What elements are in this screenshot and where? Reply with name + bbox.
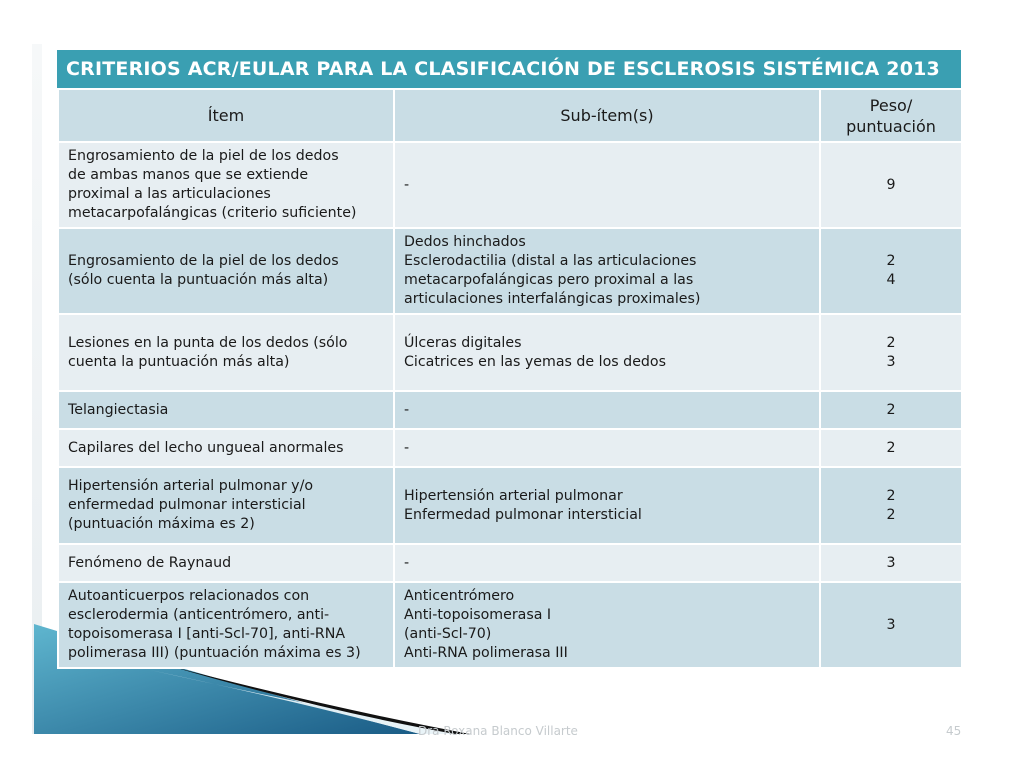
score-line: 3 [886,616,896,633]
cell-score [820,142,962,228]
cell-item [58,467,394,544]
item-line: (sólo cuenta la puntuación más alta) [68,272,329,288]
cell-score [820,228,962,314]
score-line: 2 [886,487,896,504]
slide-title: CRITERIOS ACR/EULAR PARA LA CLASIFICACIÓN DE ESCLEROSIS SISTÉMICA 2013 [57,50,961,88]
score-line: 2 [886,401,896,418]
item-line: Fenómeno de Raynaud [68,554,232,571]
score-line: 9 [886,176,896,193]
item-line: esclerodermia (anticentrómero, anti- [68,607,330,623]
score-line: 3 [886,554,896,571]
cell-subitems [394,544,820,582]
table-row [58,228,962,314]
item-line: Capilares del lecho ungueal anormales [68,439,344,456]
item-line: cuenta la puntuación más alta) [68,353,290,370]
item-line: proximal a las articulaciones [68,186,271,202]
score-line: 4 [886,272,896,288]
subitem-line: Úlceras digitales [404,334,522,351]
item-line: de ambas manos que se extiende [68,167,309,183]
cell-score [820,544,962,582]
subitem-line: Hipertensión arterial pulmonar [404,487,623,504]
table-header-row [58,89,962,142]
header-score [820,89,962,142]
item-line: topoisomerasa I [anti-Scl-70], anti-RNA [68,626,346,642]
table-body [58,142,962,668]
table-row [58,314,962,391]
subitem-line: Anti-RNA polimerasa III [404,645,568,661]
score-line: 2 [886,253,896,269]
page-number: 45 [946,724,962,738]
score-line: 2 [886,439,896,456]
cell-item [58,544,394,582]
slide-content [57,50,961,669]
cell-score [820,391,962,429]
cell-score [820,429,962,467]
subitem-line: - [404,176,410,193]
subitem-line: metacarpofalángicas pero proximal a las [404,272,694,288]
score-line: 2 [886,506,896,523]
cell-item [58,429,394,467]
table-row [58,467,962,544]
slide-footer [0,724,1024,744]
item-line: polimerasa III) (puntuación máxima es 3) [68,645,361,661]
cell-subitems [394,142,820,228]
subitem-line: - [404,401,410,418]
footer-author: Dra Roxana Blanco Villarte [418,724,578,738]
subitem-line: Anticentrómero [404,588,515,604]
cell-score [820,467,962,544]
table-row [58,582,962,668]
header-score-line: Peso/ [869,95,913,115]
header-subitem: Sub-ítem(s) [394,89,820,142]
item-line: metacarpofalángicas (criterio suficiente) [68,205,357,221]
subitem-line: Dedos hinchados [404,234,526,250]
item-line: Autoanticuerpos relacionados con [68,588,310,604]
item-line: Hipertensión arterial pulmonar y/o [68,478,314,494]
cell-score [820,582,962,668]
header-score-line: puntuación [846,116,936,136]
score-line: 3 [886,353,896,370]
cell-item [58,391,394,429]
item-line: Telangiectasia [68,401,169,418]
cell-subitems [394,467,820,544]
cell-subitems [394,429,820,467]
cell-subitems [394,582,820,668]
subitem-line: Anti-topoisomerasa I [404,607,552,623]
cell-item [58,228,394,314]
cell-subitems [394,228,820,314]
subitem-line: articulaciones interfalángicas proximales) [404,291,701,307]
subitem-line: Enfermedad pulmonar intersticial [404,506,642,523]
cell-item [58,314,394,391]
cell-subitems [394,391,820,429]
table-row [58,142,962,228]
table-row [58,544,962,582]
table-row [58,391,962,429]
item-line: enfermedad pulmonar intersticial [68,497,306,513]
table-row [58,429,962,467]
cell-subitems [394,314,820,391]
header-item: Ítem [58,89,394,142]
item-line: Engrosamiento de la piel de los dedos [68,148,339,164]
cell-item [58,142,394,228]
subitem-line: Esclerodactilia (distal a las articulaciones [404,253,697,269]
criteria-table [57,88,963,669]
subitem-line: Cicatrices en las yemas de los dedos [404,353,666,370]
item-line: (puntuación máxima es 2) [68,516,255,532]
score-line: 2 [886,334,896,351]
item-line: Lesiones en la punta de los dedos (sólo [68,334,348,351]
subitem-line: - [404,439,410,456]
cell-score [820,314,962,391]
subitem-line: - [404,554,410,571]
subitem-line: (anti-Scl-70) [404,626,492,642]
cell-item [58,582,394,668]
item-line: Engrosamiento de la piel de los dedos [68,253,339,269]
